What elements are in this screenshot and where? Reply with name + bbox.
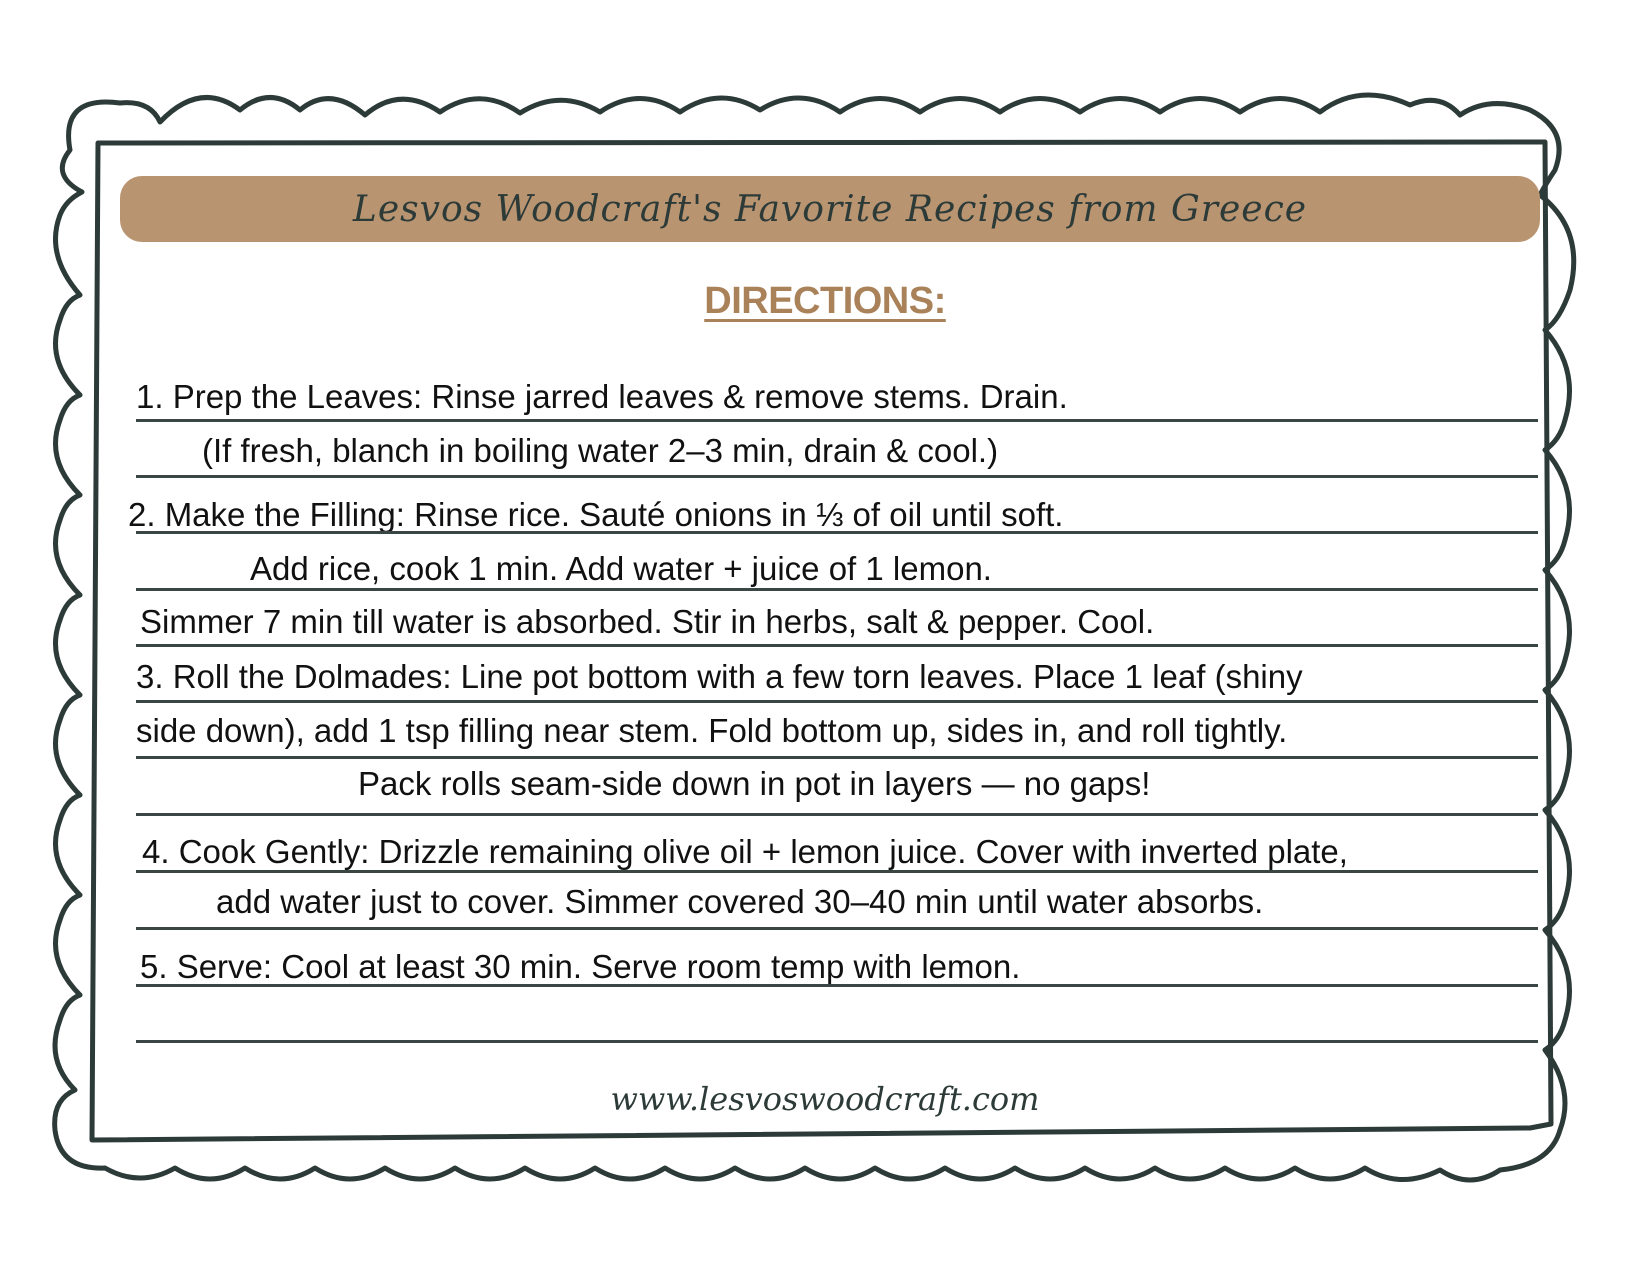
direction-line: 4. Cook Gently: Drizzle remaining olive oil + lemon juice. Cover with inverted plate,: [142, 833, 1348, 870]
directions-heading: [0, 280, 1650, 323]
ruled-line: [136, 588, 1538, 591]
directions-heading-text: DIRECTIONS:: [704, 280, 946, 322]
ruled-line: [136, 419, 1538, 422]
ruled-line: [136, 927, 1538, 930]
direction-line: Pack rolls seam-side down in pot in layers — no gaps!: [358, 765, 1151, 802]
title-banner: [120, 176, 1540, 242]
ruled-line: [136, 870, 1538, 873]
footer-website: www.lesvoswoodcraft.com: [610, 1080, 1040, 1118]
ruled-line: [136, 984, 1538, 987]
ruled-line: [136, 700, 1538, 703]
ruled-line: [136, 644, 1538, 647]
direction-line: (If fresh, blanch in boiling water 2–3 min, drain & cool.): [202, 432, 999, 469]
direction-line: 3. Roll the Dolmades: Line pot bottom with a few torn leaves. Place 1 leaf (shiny: [136, 658, 1303, 695]
ruled-line: [136, 531, 1538, 534]
direction-line: side down), add 1 tsp filling near stem. Fold bottom up, sides in, and roll tightly.: [136, 712, 1288, 749]
card-title: Lesvos Woodcraft's Favorite Recipes from Greece: [352, 188, 1308, 230]
ruled-line: [136, 1040, 1538, 1043]
ruled-line: [136, 475, 1538, 478]
direction-line: Add rice, cook 1 min. Add water + juice of 1 lemon.: [250, 550, 992, 587]
ruled-line: [136, 813, 1538, 816]
direction-line: 2. Make the Filling: Rinse rice. Sauté onions in ⅓ of oil until soft.: [128, 496, 1064, 533]
direction-line: Simmer 7 min till water is absorbed. Stir in herbs, salt & pepper. Cool.: [140, 603, 1155, 640]
direction-line: 1. Prep the Leaves: Rinse jarred leaves & remove stems. Drain.: [136, 378, 1068, 415]
direction-line: add water just to cover. Simmer covered 30–40 min until water absorbs.: [216, 883, 1264, 920]
ruled-line: [136, 756, 1538, 759]
direction-line: 5. Serve: Cool at least 30 min. Serve room temp with lemon.: [140, 948, 1021, 985]
